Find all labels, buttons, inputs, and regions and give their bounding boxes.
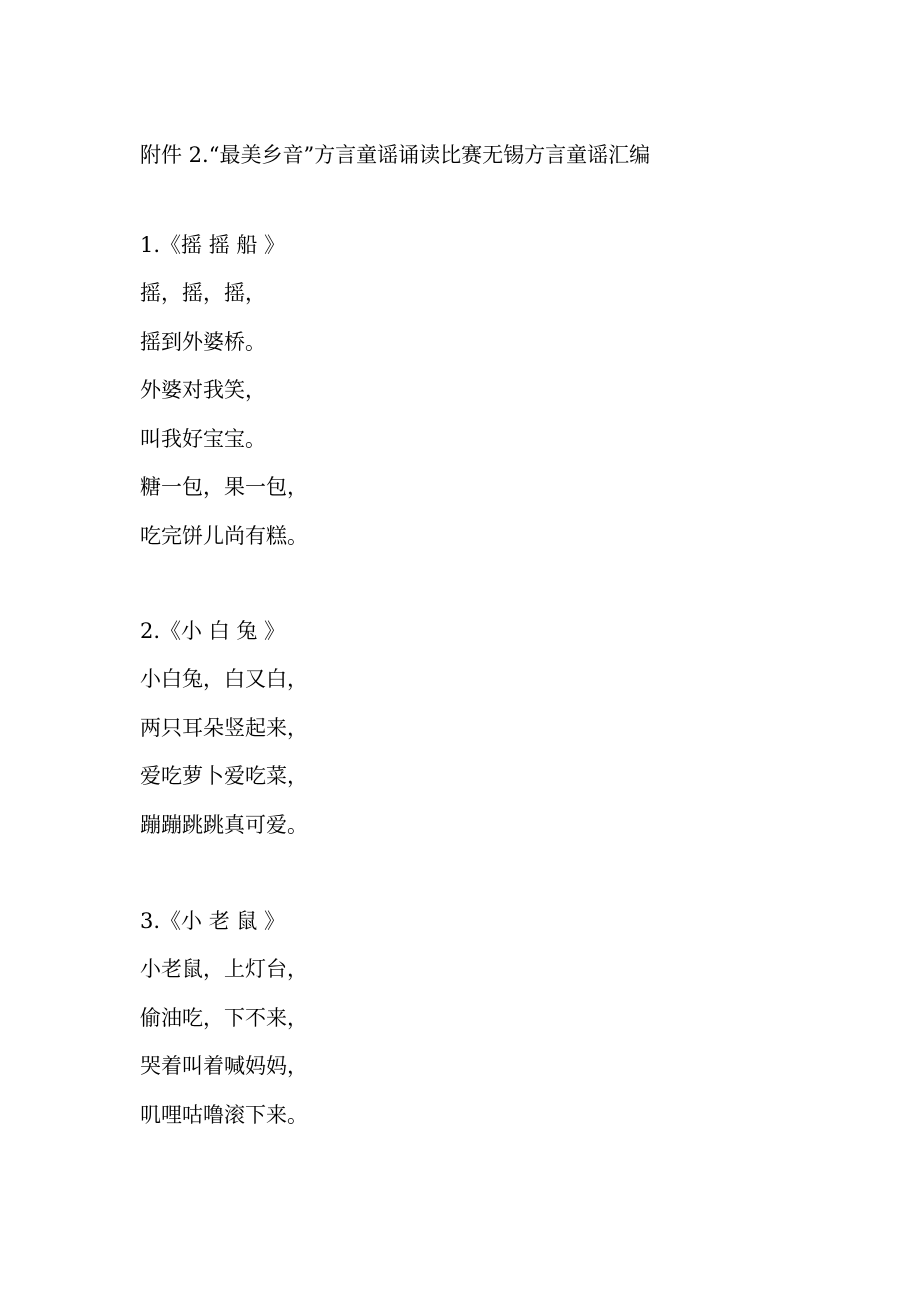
rhyme-2 bbox=[140, 615, 308, 857]
document-title: 附件 2.“最美乡音”方言童谣诵读比赛无锡方言童谣汇编 bbox=[140, 143, 651, 167]
rhyme-line: 蹦蹦跳跳真可爱。 bbox=[140, 812, 308, 837]
rhyme-3 bbox=[140, 905, 308, 1147]
rhyme-line: 偷油吃，下不来， bbox=[140, 1005, 308, 1030]
rhyme-2-heading: 2.《小 白 兔 》 bbox=[140, 619, 286, 643]
rhyme-line: 外婆对我笑， bbox=[140, 378, 266, 402]
rhyme-3-heading: 3.《小 老 鼠 》 bbox=[140, 909, 286, 933]
rhyme-line: 吃完饼儿尚有糕。 bbox=[140, 523, 308, 548]
rhyme-line: 两只耳朵竖起来， bbox=[140, 715, 308, 740]
rhyme-line: 摇到外婆桥。 bbox=[140, 329, 266, 354]
rhyme-line: 叽哩咕噜滚下来。 bbox=[140, 1102, 308, 1127]
rhyme-line: 叫我好宝宝。 bbox=[140, 426, 266, 451]
rhyme-line: 爱吃萝卜爱吃菜， bbox=[140, 764, 308, 788]
rhyme-1-heading: 1.《摇 摇 船 》 bbox=[140, 233, 286, 257]
rhyme-line: 摇，摇，摇， bbox=[140, 281, 266, 305]
rhyme-line: 哭着叫着喊妈妈， bbox=[140, 1054, 308, 1078]
rhyme-line: 小老鼠，上灯台， bbox=[140, 957, 308, 981]
rhyme-line: 小白兔，白又白， bbox=[140, 667, 308, 691]
rhyme-1 bbox=[140, 229, 308, 568]
rhyme-line: 糖一包，果一包， bbox=[140, 475, 308, 499]
